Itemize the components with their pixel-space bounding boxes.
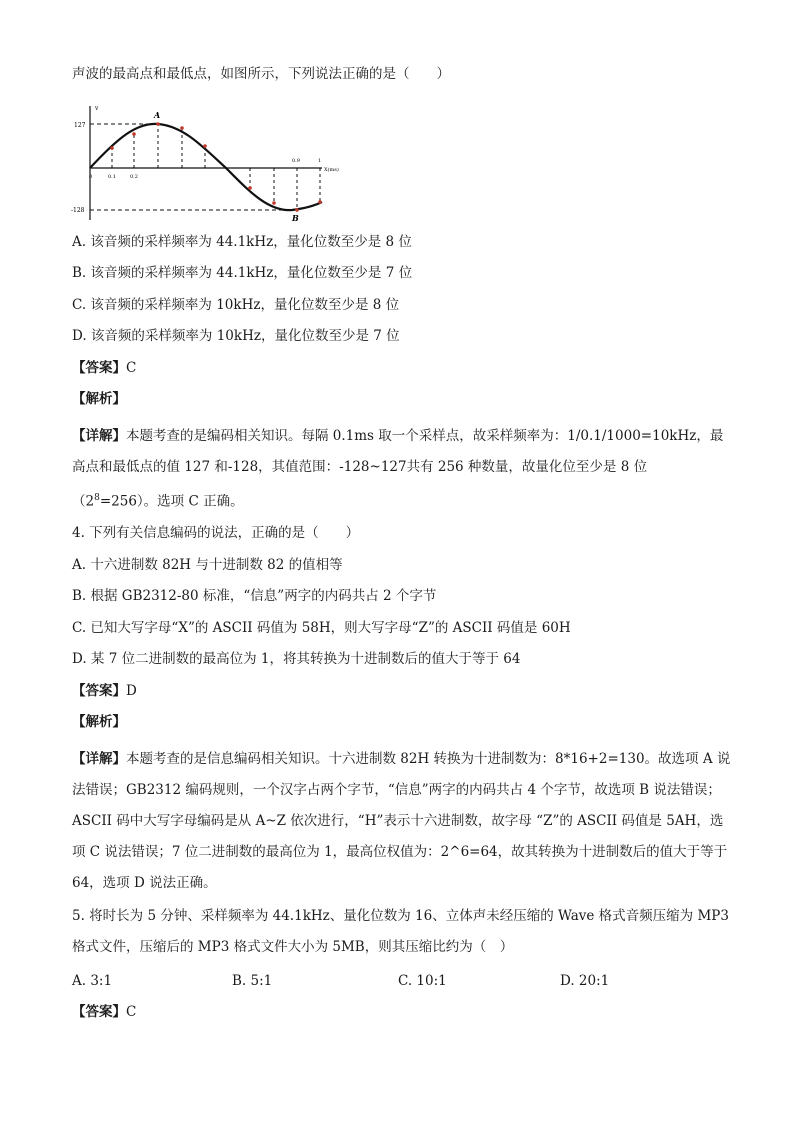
q5-option-a: A. 3:1 bbox=[72, 972, 113, 989]
q4-stem: 4. 下列有关信息编码的说法，正确的是（ ） bbox=[72, 525, 360, 541]
x-tick-label: 1 bbox=[318, 157, 322, 164]
q3-detail: 【详解】本题考查的是编码相关知识。每隔 0.1ms 取一个采样点，故采样频率为：1/0.1/1000=10kHz，最高点和最低点的值 127 和-128，其值范围：-128~127共有 256 种数量，故量化位至少是 8 位$(2^8=256)$。选项 C 正确。 bbox=[72, 427, 724, 509]
q3-stem: 声波的最高点和最低点，如图所示，下列说法正确的是（ ） bbox=[72, 66, 450, 82]
q5-option-d: D. 20:1 bbox=[560, 972, 610, 989]
q5-option-c: C. 10:1 bbox=[398, 972, 447, 989]
q4-answer: 【答案】D bbox=[72, 682, 137, 699]
q4-analysis-tag: 【解析】 bbox=[72, 714, 126, 730]
q4-option-d: D. 某 7 位二进制数的最高位为 1，将其转换为十进制数后的值大于等于 64 bbox=[72, 651, 521, 667]
y-min-label: -128 bbox=[71, 206, 85, 214]
document-page bbox=[72, 64, 732, 1034]
x-axis-label: X(ms) bbox=[324, 166, 339, 173]
point-a-label: A bbox=[154, 109, 161, 120]
x-tick-label: 0.9 bbox=[292, 157, 300, 164]
q5-options bbox=[72, 971, 732, 991]
q3-option-c: C. 该音频的采样频率为 10kHz，量化位数至少是 8 位 bbox=[72, 296, 400, 313]
q3-option-b: B. 该音频的采样频率为 44.1kHz，量化位数至少是 7 位 bbox=[72, 265, 413, 281]
y-axis-label: v bbox=[95, 104, 99, 112]
q4-option-c: C. 已知大写字母“X”的 ASCII 码值为 58H，则大写字母“Z”的 ASCII 码值是 60H bbox=[72, 619, 571, 636]
x-tick-label: 0 bbox=[89, 173, 93, 180]
q4-option-b: B. 根据 GB2312-80 标准，“信息”两字的内码共占 2 个字节 bbox=[72, 588, 437, 604]
q5-answer: 【答案】C bbox=[72, 1004, 137, 1020]
q3-answer: 【答案】C bbox=[72, 359, 137, 376]
point-b-label: B bbox=[292, 212, 299, 223]
sine-curve bbox=[90, 123, 322, 209]
x-tick-label: 0.2 bbox=[130, 173, 138, 180]
q4-detail: 【详解】本题考查的是信息编码相关知识。十六进制数 82H 转换为十进制数为：8*16+2=130。故选项 A 说法错误；GB2312 编码规则，一个汉字占两个字节，“信息”两字的内码共占 4 个字节，故选项 B 说法错误；ASCII 码中大写字母编码是从 A~Z 依次进行，“H”表示十六进制数，故字母 “Z”的 ASCII 码值是 5AH，选项 C 说法错误；7 位二进制数的最高位为 1，最高位权值为：2^6=64，故其转换为十进制数后的值大于等于 64，选项 D 说法正确。 bbox=[72, 750, 731, 891]
x-tick-label: 0.1 bbox=[108, 173, 116, 180]
q3-analysis-tag: 【解析】 bbox=[72, 391, 126, 407]
q5-stem: 5. 将时长为 5 分钟、采样频率为 44.1kHz、量化位数为 16、立体声未经压缩的 Wave 格式音频压缩为 MP3 格式文件，压缩后的 MP3 格式文件大小为 5MB，则其压缩比约为（ ） bbox=[72, 907, 729, 955]
waveform-figure bbox=[71, 102, 346, 223]
q3-option-d: D. 该音频的采样频率为 10kHz，量化位数至少是 7 位 bbox=[72, 328, 400, 344]
y-max-label: 127 bbox=[74, 121, 86, 129]
q4-option-a: A. 十六进制数 82H 与十进制数 82 的值相等 bbox=[72, 556, 343, 573]
q5-option-b: B. 5:1 bbox=[232, 972, 273, 989]
q3-option-a: A. 该音频的采样频率为 44.1kHz，量化位数至少是 8 位 bbox=[72, 233, 412, 250]
